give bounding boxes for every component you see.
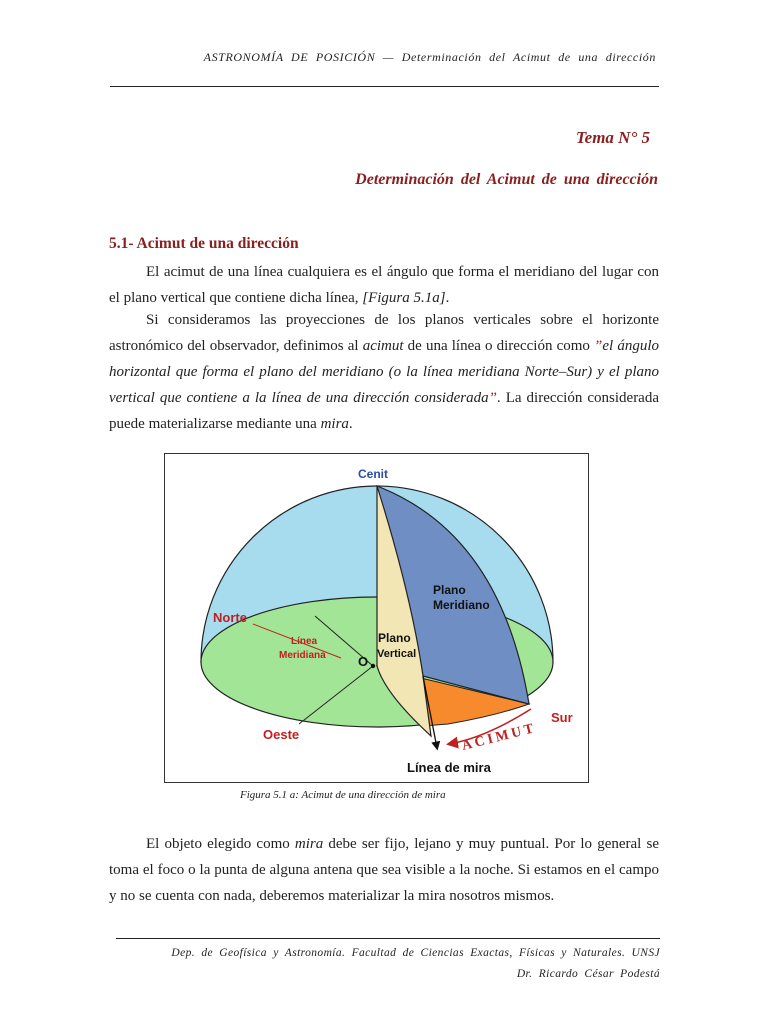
label-sur: Sur — [551, 710, 573, 725]
figure-caption: Figura 5.1 a: Acimut de una dirección de mira — [240, 789, 446, 801]
term-acimut: acimut — [362, 338, 404, 354]
label-meridiano: Meridiano — [433, 598, 490, 612]
label-acimut: ACIMUT — [460, 720, 539, 754]
figure-reference: [Figura 5.1a] — [362, 290, 446, 306]
quote-open: ” — [594, 338, 603, 354]
paragraph-2 — [109, 307, 659, 437]
paragraph-3-text-a: El objeto elegido como — [146, 836, 295, 852]
footer-author: Dr. Ricardo César Podestá — [516, 968, 660, 980]
header-rule — [110, 86, 659, 87]
label-linea-de-mira: Línea de mira — [407, 760, 491, 775]
term-mira-2: mira — [294, 836, 324, 852]
paragraph-3-text-b: debe ser fijo, lejano y muy puntual. Por lo general se toma el foco o la punta de alguna antena que sea visible a la noche. Si estamos en el campo y no se cuenta con nada, deberemos materializar la mira nosotros mismos. — [109, 836, 659, 904]
chapter-title: Determinación del Acimut de una dirección — [355, 171, 658, 188]
paragraph-1-text-a: El acimut de una línea cualquiera es el ángulo que forma el meridiano del lugar con el plano vertical que contiene dicha línea, — [109, 264, 659, 306]
definition-quote: el ángulo horizontal que forma el plano del meridiano (o la línea meridiana Norte–Sur) y el plano vertical que contiene a la línea de una dirección considerada — [109, 338, 659, 406]
paragraph-1 — [109, 259, 659, 311]
footer-rule — [116, 938, 660, 939]
label-o: O — [358, 654, 369, 669]
origin-point — [371, 664, 375, 668]
figure-acimut-diagram — [164, 453, 589, 783]
label-oeste: Oeste — [263, 727, 300, 742]
celestial-sphere-diagram — [165, 454, 588, 782]
footer-department: Dep. de Geofísica y Astronomía. Facultad de Ciencias Exactas, Físicas y Naturales. UNSJ — [171, 947, 660, 959]
term-mira: mira — [320, 416, 349, 432]
paragraph-2-text-c: . La dirección considerada puede materializarse mediante una — [109, 390, 660, 432]
label-meridiana: Meridiana — [279, 650, 326, 661]
section-heading: 5.1- Acimut de una dirección — [109, 235, 299, 252]
paragraph-2-text-b: de una línea o dirección como — [403, 338, 595, 354]
chapter-number: Tema N° 5 — [575, 128, 650, 147]
paragraph-1-text-b: . — [445, 290, 450, 306]
running-header: ASTRONOMÍA DE POSICIÓN — Determinación del Acimut de una dirección — [203, 50, 656, 64]
label-cenit: Cenit — [358, 467, 388, 481]
label-vertical: Vertical — [377, 648, 417, 660]
label-plano-meridiano: Plano — [433, 583, 466, 597]
label-plano-vertical: Plano — [378, 631, 411, 645]
label-norte: Norte — [213, 610, 247, 625]
quote-close: ” — [488, 390, 497, 406]
paragraph-2-text-a: Si consideramos las proyecciones de los planos verticales sobre el horizonte astronómico del observador, definimos al — [109, 312, 659, 354]
paragraph-2-text-d: . — [348, 416, 353, 432]
label-linea: Línea — [291, 636, 318, 647]
paragraph-3 — [109, 831, 659, 909]
